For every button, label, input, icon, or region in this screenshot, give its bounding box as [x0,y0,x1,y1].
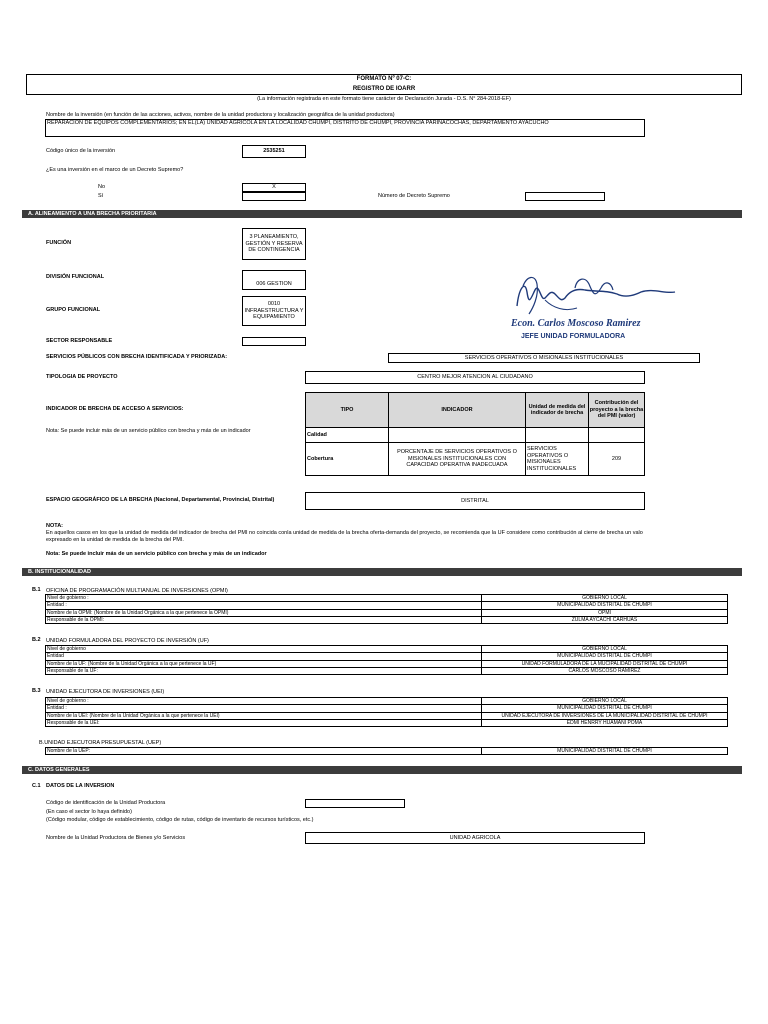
indicador-note: Nota: Se puede incluir más de un servicio público con brecha y más de un indicador [46,428,251,434]
decree-question: ¿Es una inversión en el marco de un Decreto Supremo? [46,167,184,173]
table-row-cobertura-unidad: SERVICIOS OPERATIVOS O MISIONALES INSTITUCIONALES [525,442,589,476]
code-label: Código único de la inversión [46,148,116,154]
funcion-value: 3 PLANEAMIENTO, GESTIÓN Y RESERVA DE CONTINGENCIA [245,234,303,254]
nota-text-1: En aquellos casos en los que la unidad de medida del indicador de brecha del PMI no coincida conla unidad de medida de la brecha oferta-demanda del proyecto, se recomienda que la UF considere como contribución al cierre de brecha un valo [46,530,643,536]
decree-si-field [242,192,306,201]
investment-name-field [45,119,645,137]
signature-role: JEFE UNIDAD FORMULADORA [521,333,626,340]
table-row-cobertura-contribucion: 209 [588,442,645,476]
c1-number: C.1 [32,783,41,789]
table-row: Entidad : MUNICIPALIDAD DISTRITAL DE CHUMPI [46,705,727,712]
form-header-box [26,74,742,95]
grupo-value: 0010 INFRAESTRUCTURA Y EQUIPAMIENTO [244,301,304,321]
table-row-calidad-contribucion [588,427,645,443]
decree-number-label: Número de Decreto Supremo [378,193,450,199]
table-row: Responsable de la OPMI: ZULMA AYCACHI CARHUAS [47,616,638,623]
nombre-up-label: Nombre de la Unidad Productora de Bienes y/o Servicios [46,835,186,841]
decree-no-value: X [272,184,276,190]
table-header-indicador: INDICADOR [388,392,526,428]
b3-table [45,697,728,727]
table-header-tipo: TIPO [305,392,389,428]
table-row: Nivel de gobierno : GOBIERNO LOCAL [46,698,727,705]
codigo-up-field [305,799,405,808]
sector-field [242,337,306,346]
b2-table [45,645,728,675]
signature-stamp [505,268,710,348]
servicios-value: SERVICIOS OPERATIVOS O MISIONALES INSTITUCIONALES [464,354,624,361]
table-row-calidad-indicador [388,427,526,443]
tipologia-label: TIPOLOGIA DE PROYECTO [46,374,118,380]
table-row-cobertura-tipo: Cobertura [305,442,389,476]
section-c-header: C. DATOS GENERALES [22,766,742,774]
division-value: 006 GESTION [256,280,292,287]
nota-title: NOTA: [46,523,64,529]
espacio-value: DISTRITAL [461,497,489,504]
espacio-field [305,492,645,510]
decree-si-label: Sí [98,193,104,199]
form-subtitle: REGISTRO DE IOARR [352,86,416,92]
table-row: Entidad : MUNICIPALIDAD DISTRITAL DE CHUMPI [46,602,727,609]
b2-number: B.2 [32,637,41,643]
codigo-up-note-1: (En caso el sector lo haya definido) [46,809,132,815]
table-row: Nombre de la UF: (Nombre de la Unidad Orgánica a la que pertenece la UF) UNIDAD FORMULADORA DE LA MUCIPALIDAD DISTRITAL DE CHUMPI [46,661,727,668]
investment-name-label: Nombre de la inversión (en función de las acciones, activos, nombre de la unidad productora y localización geográfica de la unidad productora) [46,112,395,118]
espacio-label: ESPACIO GEOGRÁFICO DE LA BRECHA (Nacional, Departamental, Provincial, Distrital) [46,497,275,503]
nombre-up-value: UNIDAD AGRICOLA [449,834,501,841]
form-legal-note: (La información registrada en este formato tiene carácter de Declaración Jurada - D.S. N° 284-2018-EF) [257,96,511,102]
funcion-field [242,228,306,260]
table-row: Nombre de la UEP: MUNICIPALIDAD DISTRITAL DE CHUMPI [47,748,652,754]
indicador-label: INDICADOR DE BRECHA DE ACCESO A SERVICIOS: [46,406,184,412]
division-field [242,270,306,290]
table-row: Responsable de la UF: CARLOS MOSCOSO RAMIREZ [47,667,641,674]
tipologia-field [305,371,645,384]
table-row: Nombre de la OPMI: (Nombre de la Unidad Orgánica a la que pertenece la OPMI) OPMI [46,610,727,617]
decree-no-field [242,183,306,192]
servicios-field [388,353,700,363]
table-row: Nombre de la UEI: (Nombre de la Unidad Orgánica a la que pertenece la UEI) UNIDAD EJECUTORA DE INVERSIONES DE LA MUNICIPALIDAD DISTRITAL DE CHUMPI [46,713,727,720]
grupo-field [242,296,306,326]
table-row-calidad-tipo: Calidad [305,427,389,443]
funcion-label: FUNCIÓN [46,240,72,246]
b1-title: OFICINA DE PROGRAMACIÓN MULTIANUAL DE INVERSIONES (OPMI) [46,588,228,594]
b2-title: UNIDAD FORMULADORA DEL PROYECTO DE INVERSIÓN (UF) [46,638,209,644]
tipologia-value: CENTRO MEJOR ATENCION AL CIUDADANO [417,374,533,381]
b1-number: B.1 [32,587,41,593]
grupo-label: GRUPO FUNCIONAL [46,307,101,313]
section-a-header: A. ALINEAMIENTO A UNA BRECHA PRIORITARIA [22,210,742,218]
form-title: FORMATO Nº 07-C: [356,76,412,82]
b3-title: UNIDAD EJECUTORA DE INVERSIONES (UEI) [46,689,165,695]
decree-no-label: No [98,184,106,190]
servicios-label: SERVICIOS PÚBLICOS CON BRECHA IDENTIFICADA Y PRIORIZADA: [46,354,228,360]
codigo-up-note-2: (Código modular, código de establecimiento, código de rutas, código de inventario de recursos turísticos, etc.) [46,817,314,823]
table-row: Entidad MUNICIPALIDAD DISTRITAL DE CHUMPI [46,653,727,660]
table-row-calidad-unidad [525,427,589,443]
decree-number-field [525,192,605,201]
b4-table [45,747,728,755]
table-header-unidad: Unidad de medida del indicador de brecha [525,392,589,428]
nombre-up-field [305,832,645,844]
sector-label: SECTOR RESPONSABLE [46,338,113,344]
signature-name: Econ. Carlos Moscoso Ramirez [511,318,641,329]
table-row-cobertura-indicador: PORCENTAJE DE SERVICIOS OPERATIVOS O MISIONALES INSTITUCIONALES CON CAPACIDAD OPERATIVA INADECUADA [388,442,526,476]
code-field [242,145,306,158]
b4-title: B.UNIDAD EJECUTORA PRESUPUESTAL (UEP) [39,740,162,746]
nota-bold: Nota: Se puede incluir más de un servicio público con brecha y más de un indicador [46,551,267,557]
code-value: 2535251 [263,148,285,154]
table-row: Responsable de la UEI: EDMI HENRRY HUAMANI POMA [47,719,643,726]
nota-text-2: expresado en la unidad de medida de la brecha del PMI. [46,537,184,543]
investment-name-value: REPARACION DE EQUIPOS COMPLEMENTARIOS; EN EL(LA) UNIDAD AGRICOLA EN LA LOCALIDAD CHUMPI, DISTRITO DE CHUMPI, PROVINCIA PARINACOCHAS, DEPARTAMENTO AYACUCHO [47,120,549,126]
section-b-header: B. INSTITUCIONALIDAD [22,568,742,576]
c1-title: DATOS DE LA INVERSION [46,783,115,789]
table-row: Nivel de gobierno : GOBIERNO LOCAL [46,595,727,602]
b1-table [45,594,728,624]
b3-number: B.3 [32,688,41,694]
table-row: Nivel de gobierno GOBIERNO LOCAL [46,646,727,653]
codigo-up-label: Código de identificación de la Unidad Productora [46,800,166,806]
division-label: DIVISIÓN FUNCIONAL [46,274,105,280]
signature-scribble [517,286,675,306]
table-header-contribucion: Contribución del proyecto a la brecha del PMI (valor) [588,392,645,428]
